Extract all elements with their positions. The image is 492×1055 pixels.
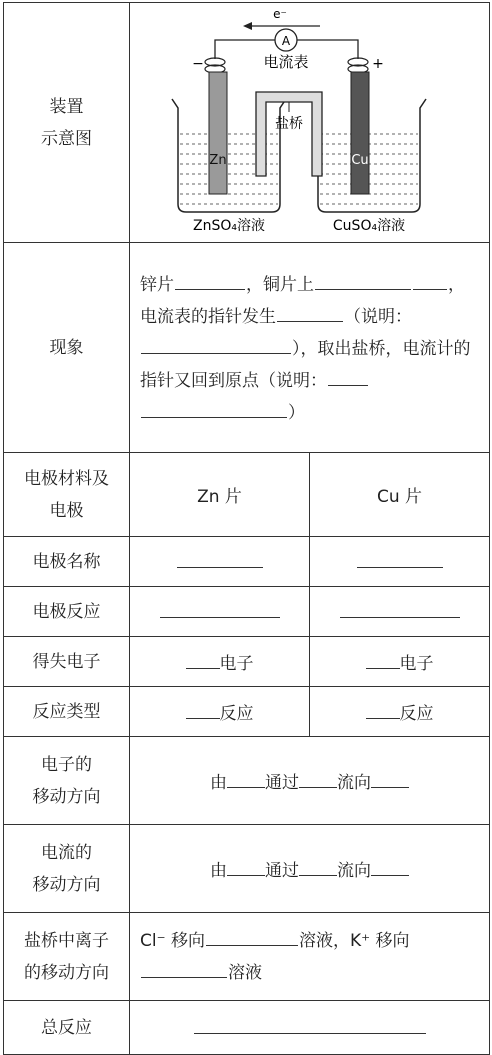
blank-overall-reaction[interactable] — [194, 1016, 426, 1035]
ion-mid-text: 溶液，K⁺ 移向 — [298, 930, 410, 951]
blank-zn-electron-gain-loss[interactable] — [186, 650, 220, 669]
electron-dir-to: 流向 — [337, 773, 371, 793]
label-overall — [4, 1001, 130, 1055]
current-dir-to: 流向 — [337, 861, 371, 881]
label-electron-gain-loss — [4, 637, 130, 687]
minus-sign: − — [192, 55, 204, 72]
row-material — [4, 453, 490, 537]
row-electron-gain-loss — [4, 637, 490, 687]
row-phenomenon — [4, 243, 490, 453]
label-electron-gain-loss-text: 得失电子 — [32, 651, 101, 672]
phenomenon-part-1: 锌片 — [140, 274, 174, 295]
row-electron-direction — [4, 737, 490, 825]
current-dir-through: 通过 — [265, 861, 299, 881]
plus-sign: + — [372, 55, 384, 72]
label-electrode-name-text: 电极名称 — [32, 551, 101, 572]
cell-current-direction — [130, 825, 490, 913]
galvanic-cell-table — [3, 2, 490, 1055]
ion-direction-text — [130, 917, 489, 997]
cu-material-value: Cu 片 — [376, 487, 423, 507]
cell-cu-electrode-name — [310, 537, 490, 587]
phenomenon-part-3: ，电流表的指针发生 — [140, 274, 465, 327]
label-current-direction — [4, 825, 130, 913]
row-overall — [4, 1001, 490, 1055]
salt-bridge-label: 盐桥 — [275, 115, 303, 132]
cell-ion-direction — [130, 913, 490, 1001]
phenomenon-part-6: ） — [288, 402, 305, 423]
label-current-direction-text: 电流的 移动方向 — [32, 842, 101, 895]
label-device — [4, 3, 130, 243]
cell-zn-electrode-name — [130, 537, 310, 587]
right-solution-label: CuSO₄溶液 — [332, 217, 406, 234]
electron-arrow-head — [243, 22, 252, 30]
cell-cu-reaction-type — [310, 687, 490, 737]
zn-electron-suffix: 电子 — [219, 654, 254, 674]
blank-zn-electrode-name[interactable] — [177, 550, 263, 569]
row-current-direction — [4, 825, 490, 913]
row-ion-direction — [4, 913, 490, 1001]
label-ion-direction — [4, 913, 130, 1001]
zn-label: Zn — [209, 152, 227, 168]
blank-cu-electrode-reaction[interactable] — [340, 600, 460, 619]
label-reaction-type-text: 反应类型 — [32, 701, 101, 722]
zn-electrode — [209, 72, 227, 194]
blank-electron-through[interactable] — [299, 769, 337, 788]
blank-cu-electron-gain-loss[interactable] — [366, 650, 400, 669]
cell-phenomenon — [130, 243, 490, 453]
label-ion-direction-text: 盐桥中离子 的移动方向 — [24, 930, 109, 983]
row-device — [4, 3, 490, 243]
blank-current-to[interactable] — [371, 857, 409, 876]
electron-dir-through: 通过 — [265, 773, 299, 793]
beaker-left — [172, 99, 286, 212]
ammeter-label: 电流表 — [263, 52, 309, 71]
cell-diagram-svg — [130, 4, 490, 242]
label-electron-direction-text: 电子的 移动方向 — [32, 754, 101, 807]
cell-overall — [130, 1001, 490, 1055]
cell-cu-electron-gain-loss — [310, 637, 490, 687]
zn-material-value: Zn 片 — [197, 487, 242, 507]
cell-zn-reaction-type — [130, 687, 310, 737]
blank-zn-electrode-reaction[interactable] — [160, 600, 280, 619]
cell-zn-electrode-reaction — [130, 587, 310, 637]
cell-electron-direction — [130, 737, 490, 825]
blank-zn-reaction-type[interactable] — [186, 700, 220, 719]
blank-cu-electrode-name[interactable] — [357, 550, 443, 569]
blank-current-through[interactable] — [299, 857, 337, 876]
cu-reaction-suffix: 反应 — [399, 704, 434, 724]
label-electron-direction — [4, 737, 130, 825]
row-electrode-reaction — [4, 587, 490, 637]
blank-electron-from[interactable] — [227, 769, 265, 788]
cell-cu-electrode-reaction — [310, 587, 490, 637]
blank-explain-1[interactable] — [141, 335, 291, 354]
blank-zn-phenomenon[interactable] — [175, 271, 245, 290]
blank-cu-phenomenon-cont[interactable] — [413, 271, 447, 290]
blank-explain-2[interactable] — [328, 367, 368, 386]
ion-cl-text: Cl⁻ 移向 — [140, 930, 205, 951]
row-electrode-name — [4, 537, 490, 587]
cu-electron-suffix: 电子 — [399, 654, 434, 674]
phenomenon-text — [130, 259, 489, 437]
label-device-text: 装置 示意图 — [41, 96, 92, 149]
label-overall-text: 总反应 — [41, 1017, 92, 1038]
blank-cu-reaction-type[interactable] — [366, 700, 400, 719]
cell-cu-material — [310, 453, 490, 537]
phenomenon-part-5: ），取出盐桥，电流计的指针又回到原点（说明： — [140, 338, 471, 391]
label-phenomenon — [4, 243, 130, 453]
phenomenon-part-4: （说明： — [344, 306, 412, 327]
label-material-text: 电极材料及 电极 — [24, 468, 109, 521]
cu-electrode — [351, 72, 369, 194]
cell-zn-electron-gain-loss — [130, 637, 310, 687]
ion-end-text: 溶液 — [228, 962, 262, 983]
electron-label: e⁻ — [273, 6, 287, 21]
label-reaction-type — [4, 687, 130, 737]
label-phenomenon-text: 现象 — [49, 337, 84, 358]
phenomenon-part-2: ，铜片上 — [246, 274, 314, 295]
label-material — [4, 453, 130, 537]
current-dir-from: 由 — [210, 861, 227, 881]
electron-dir-from: 由 — [210, 773, 227, 793]
zn-reaction-suffix: 反应 — [219, 704, 254, 724]
cell-zn-material — [130, 453, 310, 537]
blank-cu-phenomenon[interactable] — [315, 271, 411, 290]
cu-label: Cu — [351, 152, 369, 168]
blank-k-target[interactable] — [141, 959, 227, 978]
ammeter-symbol: A — [281, 33, 291, 48]
blank-explain-2-cont[interactable] — [141, 399, 287, 418]
cell-diagram — [130, 3, 490, 243]
row-reaction-type — [4, 687, 490, 737]
blank-current-from[interactable] — [227, 857, 265, 876]
left-solution-label: ZnSO₄溶液 — [193, 217, 265, 234]
label-electrode-reaction — [4, 587, 130, 637]
label-electrode-name — [4, 537, 130, 587]
label-electrode-reaction-text: 电极反应 — [32, 601, 101, 622]
blank-needle[interactable] — [277, 303, 343, 322]
blank-electron-to[interactable] — [371, 769, 409, 788]
blank-cl-target[interactable] — [206, 927, 298, 946]
